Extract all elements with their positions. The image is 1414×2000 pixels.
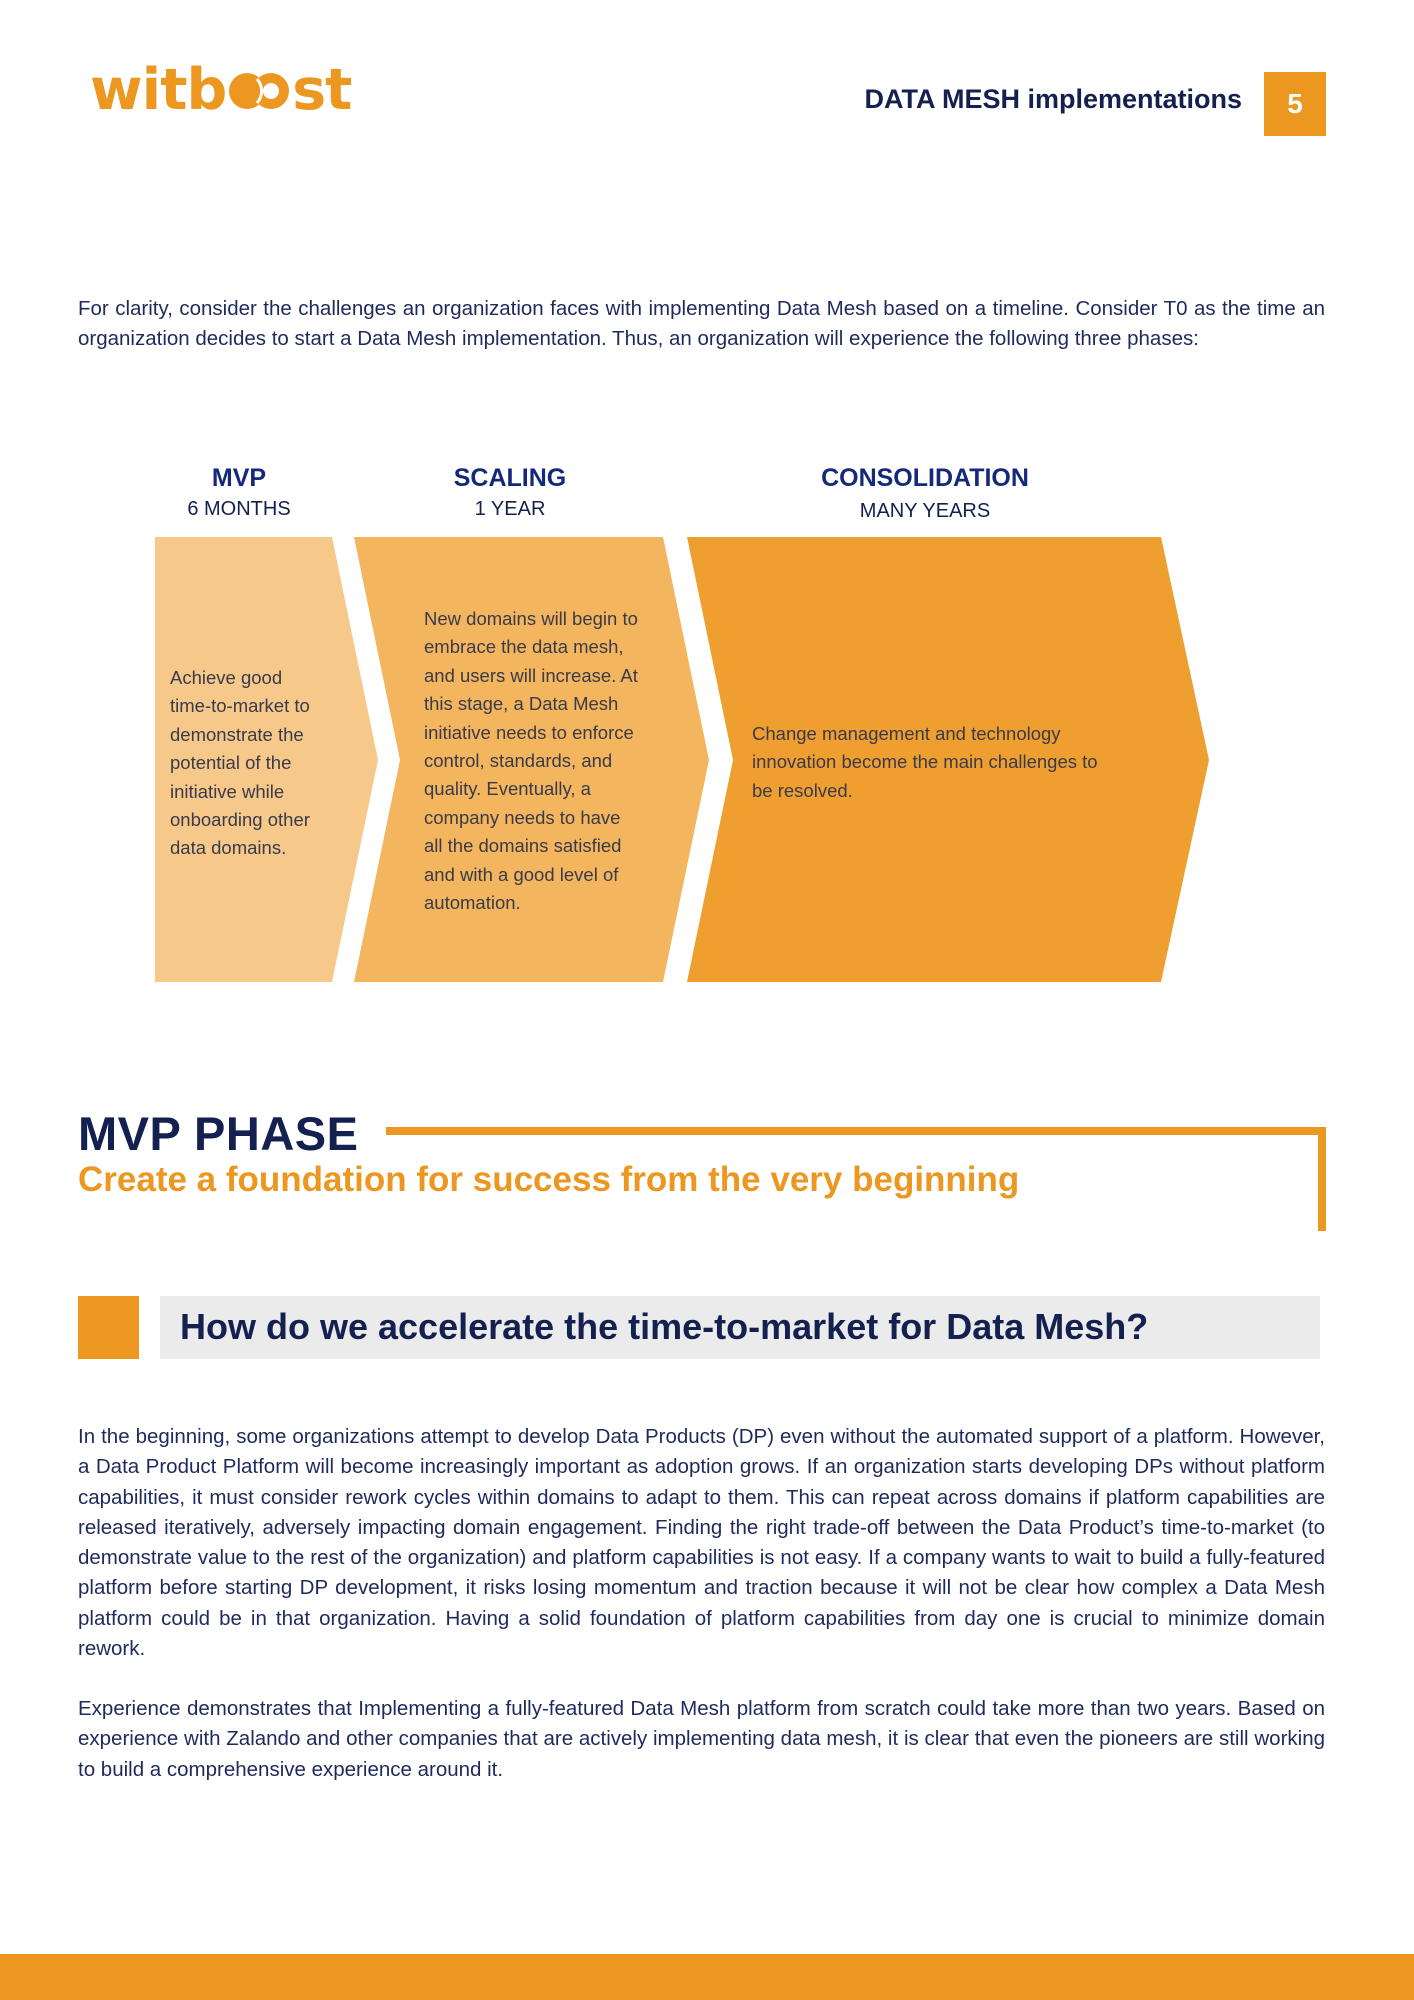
section-divider-corner bbox=[1318, 1127, 1326, 1231]
question-marker-square bbox=[78, 1296, 139, 1359]
section-subtitle: Create a foundation for success from the very beginning bbox=[78, 1160, 1020, 1199]
body-paragraph: Experience demonstrates that Implementing a fully-featured Data Mesh platform from scratch could take more than two years. Based on experience with Zalando and other companies that are actively implementing data mesh, it is clear that even the pioneers are still working to build a comprehensive experience around it. bbox=[78, 1697, 1325, 1781]
phase-title-consolidation: CONSOLIDATION bbox=[821, 464, 1029, 492]
intro-paragraph: For clarity, consider the challenges an organization faces with implementing Data Mesh based on a timeline. Consider T0 as the time an organization decides to start a Data Mesh implementation. Thus, an organization will experience the following three phases: bbox=[78, 297, 1325, 351]
phase-text-mvp: Achieve good time-to-market to demonstrate the potential of the initiative while onboarding other data domains. bbox=[170, 667, 310, 859]
section-title: MVP PHASE bbox=[78, 1107, 359, 1160]
phase-duration-mvp: 6 MONTHS bbox=[187, 498, 291, 520]
phase-duration-scaling: 1 YEAR bbox=[474, 498, 546, 520]
body-paragraph: In the beginning, some organizations attempt to develop Data Products (DP) even without the automated support of a platform. However, a Data Product Platform will become increasingly important as adoption grows. If an organization starts developing DPs without platform capabilities, it must consider rework cycles within domains to adapt to them. This can repeat across domains if platform capabilities are released iteratively, adversely impacting domain engagement. Finding the right trade-off between the Data Product’s time-to-market (to demonstrate value to the rest of the organization) and platform capabilities is not easy. If a company wants to wait to build a fully-featured platform before starting DP development, it risks losing momentum and traction because it will not be clear how complex a Data Mesh platform could be in that organization. Having a solid foundation of platform capabilities from day one is crucial to minimize domain rework. bbox=[78, 1425, 1325, 1661]
question-heading: How do we accelerate the time-to-market for Data Mesh? bbox=[180, 1306, 1149, 1347]
logo-text-prefix: witb bbox=[90, 57, 227, 123]
section-divider-line bbox=[386, 1127, 1326, 1135]
header-title: DATA MESH implementations bbox=[864, 84, 1242, 114]
phase-duration-consolidation: MANY YEARS bbox=[859, 500, 991, 522]
page-number: 5 bbox=[1264, 72, 1326, 136]
phase-text-scaling: New domains will begin to embrace the data mesh, and users will increase. At this stage, a Data Mesh initiative needs to enforce control, standards, and quality. Eventually, a company needs to have all the domains satisfied and with a good level of automation. bbox=[424, 608, 638, 914]
phase-text-consolidation: Change management and technology innovation become the main challenges to be resolved. bbox=[752, 723, 1098, 801]
footer-bar bbox=[0, 1954, 1414, 2000]
phase-title-mvp: MVP bbox=[211, 464, 267, 492]
logo-text-suffix: st bbox=[292, 57, 352, 123]
phase-title-scaling: SCALING bbox=[453, 464, 567, 492]
